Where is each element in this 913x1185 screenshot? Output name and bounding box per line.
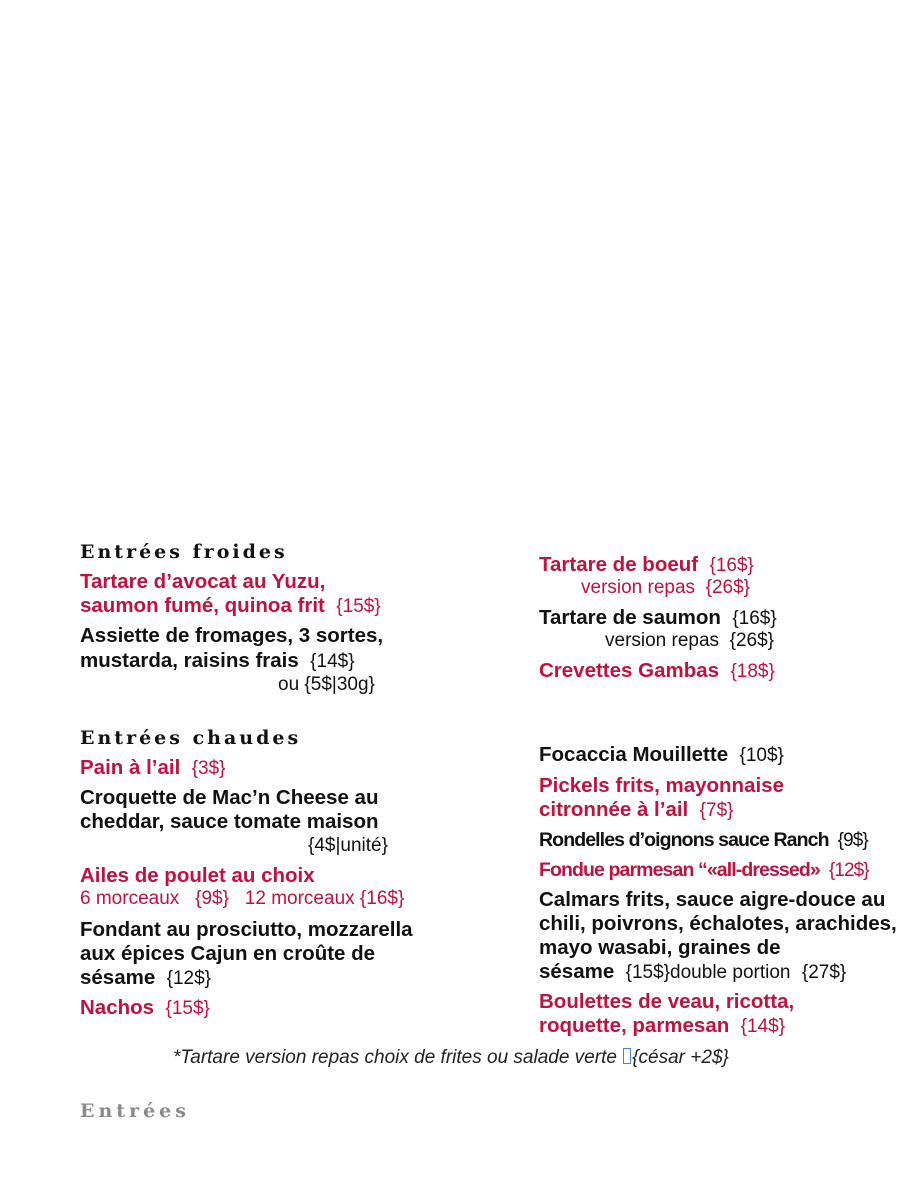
item-price: {18$} <box>730 661 775 682</box>
item-double-price: {27$} <box>801 962 847 983</box>
item-name-line: sésame <box>539 960 615 983</box>
item-name-line: Calmars frits, sauce aigre-douce au <box>539 888 886 911</box>
item-name: Pain à l’ail <box>80 756 181 779</box>
item-price: {16$} <box>732 608 777 629</box>
item-option: 12 morceaux <box>244 888 355 909</box>
footer-section-label: Entrées <box>80 1100 190 1122</box>
item-price: {9$} <box>195 888 229 909</box>
item-price: {3$} <box>191 758 226 779</box>
item-name-line: sésame <box>80 966 156 989</box>
item-name-line: chili, poivrons, échalotes, arachides, <box>539 912 897 935</box>
item-meal-price: {26$} <box>729 630 775 651</box>
footnote-cesar: {césar +2$} <box>632 1047 729 1068</box>
text-cursor-icon <box>623 1048 631 1064</box>
hot-entrees-heading: Entrées chaudes <box>80 727 302 749</box>
item-price: {14$} <box>740 1016 786 1037</box>
item-name-line: mustarda, raisins frais <box>80 649 299 672</box>
item-name: Crevettes Gambas <box>539 659 720 682</box>
item-option: 6 morceaux <box>80 888 180 909</box>
item-name-line: Tartare d’avocat au Yuzu, <box>80 570 326 593</box>
item-name: Rondelles d’oignons sauce Ranch <box>539 829 829 851</box>
item-meal-price: {26$} <box>705 577 751 598</box>
item-name-line: Fondant au prosciutto, mozzarella <box>80 918 413 941</box>
item-price: {15$} <box>165 998 210 1019</box>
item-price: {10$} <box>739 745 784 766</box>
item-double-label: double portion <box>670 962 791 983</box>
item-name-line: citronnée à l’ail <box>539 798 689 821</box>
item-price: {16$} <box>359 888 405 909</box>
item-price: {14$} <box>310 651 355 672</box>
item-name-line: aux épices Cajun en croûte de <box>80 942 376 965</box>
menu-item-crevettes <box>539 659 775 684</box>
item-meal-label: version repas <box>605 630 720 651</box>
menu-item-nachos <box>80 996 210 1021</box>
footnote <box>173 1047 729 1069</box>
item-name-line: roquette, parmesan <box>539 1014 730 1037</box>
item-price: {12$} <box>166 968 212 989</box>
item-name-line: Pickels frits, mayonnaise <box>539 774 784 797</box>
item-price: {7$} <box>699 800 734 821</box>
item-price: {4$|unité} <box>308 835 388 856</box>
item-meal-label: version repas <box>581 577 696 598</box>
menu-item-pain-ail <box>80 756 226 781</box>
item-price: {12$} <box>828 860 869 881</box>
item-name: Fondue parmesan “«all-dressed» <box>539 859 820 881</box>
footnote-text: *Tartare version repas choix de frites ou salade verte <box>173 1047 623 1068</box>
item-name: Nachos <box>80 996 155 1019</box>
menu-item-rondelles <box>539 828 868 853</box>
item-name-line: Assiette de fromages, 3 sortes, <box>80 624 384 647</box>
item-name: Tartare de saumon <box>539 606 721 629</box>
item-price: {9$} <box>837 830 868 851</box>
item-name-line: cheddar, sauce tomate maison <box>80 810 379 833</box>
item-price: {15$} <box>336 596 381 617</box>
item-name-line: Boulettes de veau, ricotta, <box>539 990 795 1013</box>
item-name-line: Croquette de Mac’n Cheese au <box>80 786 379 809</box>
menu-item-fondue <box>539 858 869 883</box>
item-name-line: saumon fumé, quinoa frit <box>80 594 325 617</box>
item-price: {15$} <box>625 962 671 983</box>
item-alt-price: ou {5$|30g} <box>278 674 375 695</box>
item-name: Ailes de poulet au choix <box>80 864 315 887</box>
item-name: Focaccia Mouillette <box>539 743 729 766</box>
menu-item-focaccia <box>539 743 784 768</box>
item-name: Tartare de boeuf <box>539 553 699 576</box>
cold-entrees-heading: Entrées froides <box>80 541 288 563</box>
item-name-line: mayo wasabi, graines de <box>539 936 781 959</box>
item-price: {16$} <box>709 555 754 576</box>
